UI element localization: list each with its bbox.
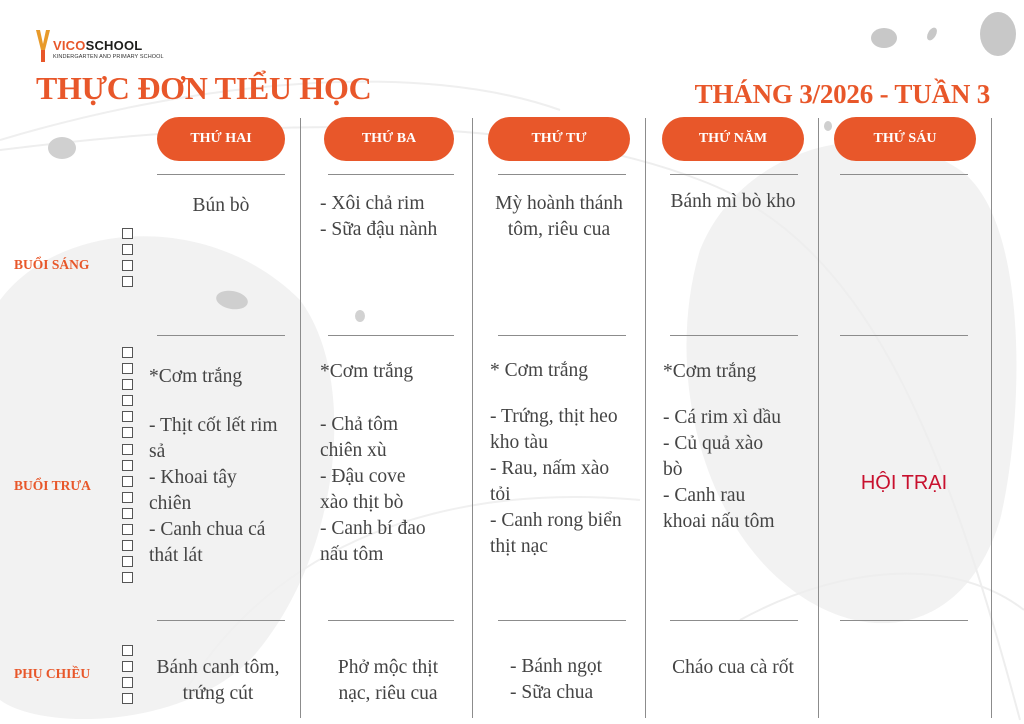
menu-cell-lunch-tuesday: - Chả tôm chiên xù - Đậu cove xào thịt bò - Canh bí đao nấu tôm bbox=[320, 414, 426, 565]
checkbox-icon[interactable] bbox=[122, 556, 133, 567]
row-divider bbox=[670, 620, 798, 621]
row-divider bbox=[670, 335, 798, 336]
row-divider bbox=[840, 335, 968, 336]
row-divider bbox=[840, 620, 968, 621]
row-divider bbox=[157, 620, 285, 621]
day-header-tuesday: THỨ BA bbox=[324, 117, 454, 161]
checkbox-icon[interactable] bbox=[122, 524, 133, 535]
day-header-thursday: THỨ NĂM bbox=[662, 117, 804, 161]
menu-cell-afternoon-thursday: Cháo cua cà rốt bbox=[672, 657, 794, 678]
checkbox-icon[interactable] bbox=[122, 347, 133, 358]
menu-cell-morning-tuesday: - Xôi chả rim - Sữa đậu nành bbox=[320, 193, 438, 240]
menu-cell-afternoon-wednesday: - Bánh ngọt - Sữa chua bbox=[510, 656, 603, 703]
checkbox-icon[interactable] bbox=[122, 645, 133, 656]
checkbox-group-morning bbox=[122, 228, 133, 287]
logo-emblem-icon bbox=[36, 30, 50, 62]
checkbox-icon[interactable] bbox=[122, 540, 133, 551]
checkbox-icon[interactable] bbox=[122, 693, 133, 704]
menu-cell-lunch-tuesday-rice: *Cơm trắng bbox=[320, 361, 414, 382]
row-divider bbox=[328, 620, 454, 621]
column-divider bbox=[300, 118, 301, 718]
checkbox-icon[interactable] bbox=[122, 677, 133, 688]
column-divider bbox=[472, 118, 473, 718]
menu-cell-afternoon-tuesday: Phở mộc thịt nạc, riêu cua bbox=[337, 657, 439, 704]
day-header-monday: THỨ HAI bbox=[157, 117, 285, 161]
row-divider bbox=[498, 174, 626, 175]
row-divider bbox=[498, 335, 626, 336]
school-logo bbox=[36, 30, 176, 66]
menu-cell-morning-monday: Bún bò bbox=[192, 195, 250, 216]
day-header-wednesday: THỨ TƯ bbox=[488, 117, 630, 161]
column-divider bbox=[645, 118, 646, 718]
column-divider bbox=[818, 118, 819, 718]
checkbox-icon[interactable] bbox=[122, 444, 133, 455]
page-title: THỰC ĐƠN TIỂU HỌC bbox=[36, 70, 372, 106]
checkbox-group-afternoon bbox=[122, 645, 133, 704]
logo-wordmark: VICOSCHOOL bbox=[53, 38, 143, 53]
menu-cell-lunch-wednesday: - Trứng, thịt heo kho tàu - Rau, nấm xào tỏi - Canh rong biển thịt nạc bbox=[490, 406, 622, 557]
menu-cell-lunch-friday-event: HỘI TRẠI bbox=[860, 472, 948, 494]
row-label-afternoon: PHỤ CHIỀU bbox=[14, 666, 91, 681]
row-divider bbox=[157, 174, 285, 175]
checkbox-icon[interactable] bbox=[122, 572, 133, 583]
checkbox-icon[interactable] bbox=[122, 460, 133, 471]
checkbox-icon[interactable] bbox=[122, 661, 133, 672]
menu-cell-morning-wednesday: Mỳ hoành thánh tôm, riêu cua bbox=[495, 193, 623, 240]
row-label-morning: BUỔI SÁNG bbox=[14, 257, 90, 272]
row-divider bbox=[670, 174, 798, 175]
checkbox-icon[interactable] bbox=[122, 379, 133, 390]
week-label: THÁNG 3/2026 - TUẦN 3 bbox=[694, 79, 990, 109]
menu-cell-lunch-thursday-rice: *Cơm trắng bbox=[663, 361, 757, 382]
checkbox-icon[interactable] bbox=[122, 476, 133, 487]
row-divider bbox=[498, 620, 626, 621]
checkbox-group-lunch bbox=[122, 347, 133, 583]
menu-cell-afternoon-monday: Bánh canh tôm, trứng cút bbox=[156, 657, 280, 704]
menu-cell-lunch-thursday: - Cá rim xì dầu - Củ quả xào bò - Canh rau khoai nấu tôm bbox=[663, 407, 782, 532]
row-divider bbox=[328, 174, 454, 175]
checkbox-icon[interactable] bbox=[122, 395, 133, 406]
checkbox-icon[interactable] bbox=[122, 411, 133, 422]
menu-cell-lunch-monday-rice: *Cơm trắng bbox=[149, 366, 243, 387]
row-divider bbox=[840, 174, 968, 175]
checkbox-icon[interactable] bbox=[122, 508, 133, 519]
checkbox-icon[interactable] bbox=[122, 260, 133, 271]
checkbox-icon[interactable] bbox=[122, 228, 133, 239]
day-header-friday: THỨ SÁU bbox=[834, 117, 976, 161]
menu-cell-lunch-monday: - Thịt cốt lết rim sả - Khoai tây chiên - Canh chua cá thát lát bbox=[149, 415, 278, 566]
menu-cell-lunch-wednesday-rice: * Cơm trắng bbox=[490, 360, 589, 381]
checkbox-icon[interactable] bbox=[122, 492, 133, 503]
checkbox-icon[interactable] bbox=[122, 244, 133, 255]
row-divider bbox=[328, 335, 454, 336]
checkbox-icon[interactable] bbox=[122, 427, 133, 438]
logo-tagline: KINDERGARTEN AND PRIMARY SCHOOL bbox=[53, 54, 164, 60]
row-divider bbox=[157, 335, 285, 336]
row-label-lunch: BUỔI TRƯA bbox=[14, 478, 91, 493]
column-divider bbox=[991, 118, 992, 718]
menu-cell-morning-thursday: Bánh mì bò kho bbox=[670, 191, 796, 212]
checkbox-icon[interactable] bbox=[122, 363, 133, 374]
checkbox-icon[interactable] bbox=[122, 276, 133, 287]
